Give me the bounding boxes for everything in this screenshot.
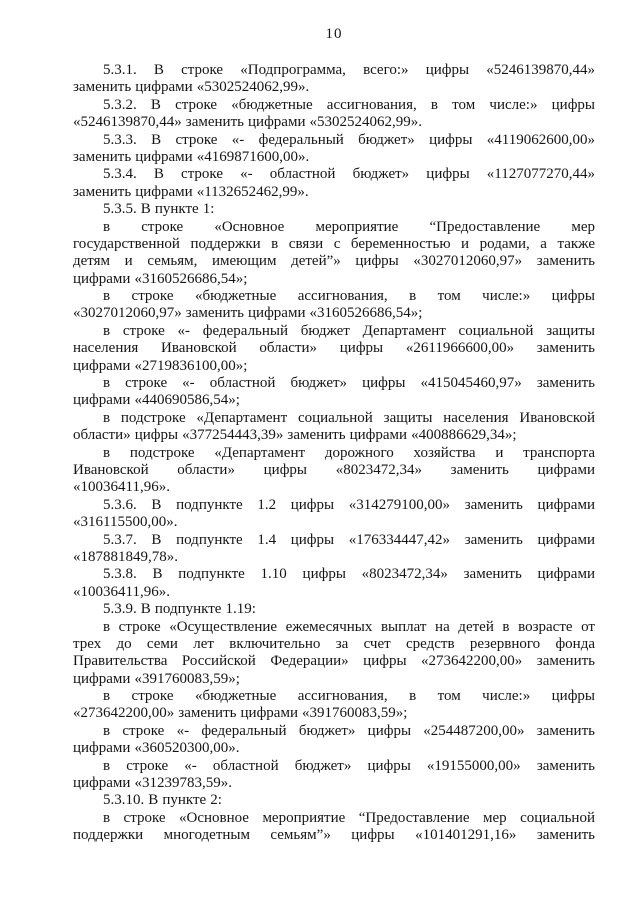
paragraph [73,97,595,132]
text-line: «10036411,96». [73,583,170,600]
text-line: 5.3.5. В пункте 1: [103,201,215,218]
paragraph [73,601,595,618]
paragraph [73,688,595,723]
text-line: Ивановской области» цифры «8023472,34» заменить цифрами [73,461,595,478]
text-line: «10036411,96». [73,479,170,496]
paragraph [73,445,595,497]
page-number: 10 [325,26,343,42]
text-line: 5.3.8. В подпункте 1.10 цифры «8023472,34» заменить цифрами [103,566,595,583]
text-line: в строке «бюджетные ассигнования, в том числе:» цифры [103,288,595,305]
text-line: в строке «- федеральный бюджет Департамент социальной защиты [103,322,595,339]
text-line: трех до семи лет включительно за счет средств резервного фонда [73,635,595,652]
paragraph [73,723,595,758]
paragraph [73,132,595,167]
text-line: в строке «бюджетные ассигнования, в том числе:» цифры [103,688,595,705]
paragraph [73,166,595,201]
text-line: заменить цифрами «4169871600,00». [73,148,310,165]
text-line: цифрами «2719836100,00»; [73,357,248,374]
paragraph [73,288,595,323]
text-line: цифрами «391760083,59»; [73,670,240,687]
text-line: в строке «- федеральный бюджет» цифры «254487200,00» заменить [103,722,595,739]
text-line: цифрами «440690586,54»; [73,392,240,409]
text-line: «5246139870,44» заменить цифрами «5302524062,99». [73,114,423,131]
text-line: в строке «Основное мероприятие “Предоставление мер [103,218,595,235]
text-line: Правительства Российской Федерации» цифры «273642200,00» заменить [73,653,595,670]
text-line: детям и семьям, имеющим детей”» цифры «3027012060,97» заменить [73,253,595,270]
text-line: государственной поддержки в связи с беременностью и родами, а также [73,235,595,252]
text-line: в строке «- областной бюджет» цифры «19155000,00» заменить [103,757,595,774]
text-line: «187881849,78». [73,548,178,565]
paragraph [73,619,595,689]
text-line: «3027012060,97» заменить цифрами «3160526686,54»; [73,305,423,322]
text-line: области» цифры «377254443,39» заменить цифрами «400886629,34»; [73,427,517,444]
text-line: 5.3.7. В подпункте 1.4 цифры «176334447,42» заменить цифрами [103,531,595,548]
text-line: заменить цифрами «5302524062,99». [73,79,310,96]
text-line: в строке «Основное мероприятие “Предоставление мер социальной [103,809,595,826]
paragraph [73,62,595,97]
page-body [73,62,595,845]
text-line: 5.3.10. В пункте 2: [103,792,222,809]
text-line: заменить цифрами «1132652462,99». [73,183,309,200]
text-line: 5.3.2. В строке «бюджетные ассигнования, в том числе:» цифры [103,96,595,113]
paragraph [73,758,595,793]
text-line: 5.3.1. В строке «Подпрограмма, всего:» цифры «5246139870,44» [103,62,595,78]
text-line: 5.3.3. В строке «- федеральный бюджет» цифры «4119062600,00» [103,131,595,148]
text-line: населения Ивановской области» цифры «2611966600,00» заменить [73,340,595,357]
paragraph [73,323,595,375]
paragraph [73,410,595,445]
paragraph [73,532,595,567]
text-line: «273642200,00» заменить цифрами «391760083,59»; [73,705,408,722]
text-line: 5.3.6. В подпункте 1.2 цифры «314279100,00» заменить цифрами [103,496,595,513]
text-line: 5.3.9. В подпункте 1.19: [103,601,256,618]
text-line: в строке «- областной бюджет» цифры «415045460,97» заменить [103,375,595,392]
text-line: в строке «Осуществление ежемесячных выплат на детей в возрасте от [103,618,595,635]
paragraph [73,566,595,601]
paragraph [73,810,595,845]
paragraph [73,497,595,532]
paragraph [73,201,595,218]
paragraph [73,792,595,809]
text-line: в подстроке «Департамент социальной защиты населения Ивановской [103,409,595,426]
text-line: поддержки многодетным семьям”» цифры «101401291,16» заменить [73,827,595,844]
text-line: 5.3.4. В строке «- областной бюджет» цифры «1127077270,44» [103,166,595,183]
text-line: цифрами «360520300,00». [73,740,240,757]
paragraph [73,375,595,410]
text-line: «316115500,00». [73,514,178,531]
paragraph [73,219,595,289]
text-line: в подстроке «Департамент дорожного хозяйства и транспорта [103,444,595,461]
text-line: цифрами «3160526686,54»; [73,270,248,287]
text-line: цифрами «31239783,59». [73,775,233,792]
